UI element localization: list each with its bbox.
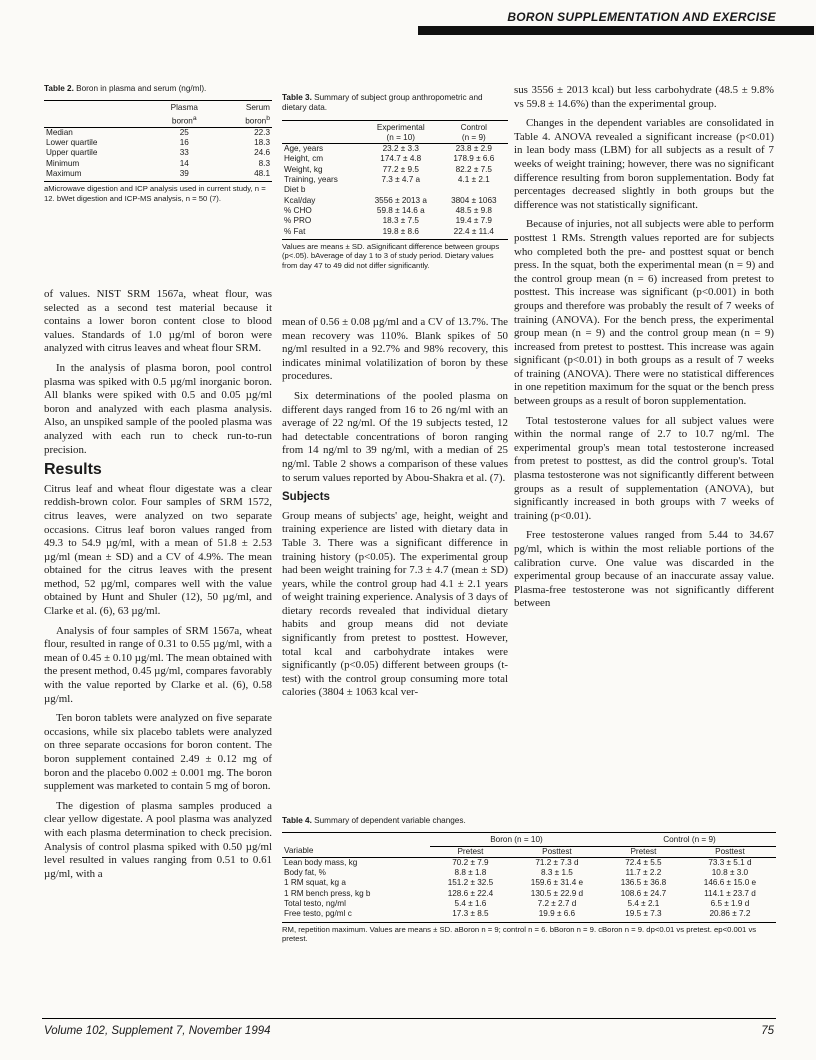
row-label: Total testo, ng/ml xyxy=(284,899,346,909)
table-cell: 24.6 xyxy=(254,148,270,158)
table-cell: 5.4 ± 2.1 xyxy=(627,899,660,909)
table-row xyxy=(282,175,508,185)
table-cell: 19.4 ± 7.9 xyxy=(455,216,492,226)
footer-journal: Volume 102, Supplement 7, November 1994 xyxy=(44,1025,271,1037)
table-cell: 146.6 ± 15.0 e xyxy=(703,878,757,888)
table-4: Table 4. Summary of dependent variable changes. Boron (n = 10) Control (n = 9) Variable Pretest Posttest Pretest Posttest Lean body mass, kg 70.2 ± 7.9 71.2 ± 7.3 d 72.4 ± 5.5 73.3 ± 5.1 d Body fat, % 8.8 ± 1.8 8.3 ± 1.5 11.7 ± 2.2 10.8 ± 3.0 1 RM squat, kg a 151.2 ± 32.5 159.6 ± 31.4 e 136.5 ± 36.8 146.6 ± 15.0 e 1 RM bench press, kg b 128.6 ± 22.4 130.5 ± 22.9 d 108.6 ± 24.7 114.1 ± 23.7 d Total testo, ng/ml 5.4 ± 1.6 7.2 ± 2.7 d 5.4 ± 2.1 6.5 ± 1.9 d Free testo, pg/ml c 17.3 ± 8.5 19.9 ± 6.6 19.5 ± 7.3 20.86 ± 7.2 RM, repetition maximum. Values are means ± SD. aBoron n = 9; control n = 6. bBoron n = 9. cBoron n = 9. dp<0.01 vs pretest. ep<0.001 vs pretest. xyxy=(282,816,776,943)
text-column-2 xyxy=(282,316,508,706)
table-cell: 8.3 xyxy=(258,158,270,168)
table-cell: 17.3 ± 8.5 xyxy=(452,909,489,919)
paragraph: In the analysis of plasma boron, pool control plasma was spiked with 0.5 µg/ml inorganic boron. All blanks were spiked with 0.5 and 0.05 µg/ml boron and analyzed with each plasma analysis. Also, an unspiked sample of the pooled plasma was analyzed with each run to check run-to-run precision. xyxy=(44,361,272,456)
table-2-caption: Table 2. Boron in plasma and serum (ng/ml). xyxy=(44,84,207,93)
t2-col1-top: Plasma xyxy=(170,103,198,113)
table-cell: 73.3 ± 5.1 d xyxy=(708,857,752,867)
paragraph: mean of 0.56 ± 0.08 µg/ml and a CV of 13.7%. The mean recovery was 110%. Blank spikes of 50 ng/ml resulted in a 92.7% and 98% recovery, this indicates minimal volatilization of boron by these procedures. xyxy=(282,316,508,383)
table-2: Table 2. Boron in plasma and serum (ng/ml). Plasma Serum boron$^a$ boron$^b$ Median 25 22.3 Lower quartile 16 18.3 Upper quartile 33 24.6 Minimum 14 8.3 Maximum 39 48.1 aMicrowave digestion and ICP analysis used in current study, n = 12. bWet digestion and ICP-MS analysis, n = 50 (7). xyxy=(44,84,270,203)
table-cell: 77.2 ± 9.5 xyxy=(382,164,419,174)
table-row xyxy=(44,148,272,158)
table-2-footnote: aMicrowave digestion and ICP analysis used in current study, n = 12. bWet digestion and ICP-MS analysis, n = 50 (7). xyxy=(44,181,272,203)
header-rule xyxy=(418,26,814,35)
table-row xyxy=(44,169,272,179)
table-cell: 128.6 ± 22.4 xyxy=(447,888,494,898)
table-cell: 8.8 ± 1.8 xyxy=(454,868,487,878)
paragraph: Free testosterone values ranged from 5.44 to 34.67 pg/ml, which is within the most reliable portions of the calibration curve. One value was discarded in the experimental group because of an inaccurate assay value. Plasma-free testosterone was not significantly different between xyxy=(514,529,774,610)
table-cell: 7.2 ± 2.7 d xyxy=(537,899,577,909)
table-cell: 178.9 ± 6.6 xyxy=(453,154,495,164)
table-cell: 114.1 ± 23.7 d xyxy=(704,888,756,898)
table-row xyxy=(282,185,508,195)
table-row xyxy=(44,159,272,169)
table-cell xyxy=(440,185,508,195)
table-cell: 7.3 ± 4.7 a xyxy=(381,175,421,185)
table-cell: 48.1 xyxy=(254,168,270,178)
table-4-footnote: RM, repetition maximum. Values are means ± SD. aBoron n = 9; control n = 6. bBoron n = 9. cBoron n = 9. dp<0.01 vs pretest. ep<0.001 vs pretest. xyxy=(282,922,776,944)
paragraph: Changes in the dependent variables are consolidated in Table 4. ANOVA revealed a significant increase (p<0.01) in lean body mass (LBM) for all subjects as a result of 7 weeks of weight training; however, there was no significant difference resulting from boron supplementation. Body fat percentages decreased slightly in both groups but the difference was not statistically significant. xyxy=(514,117,774,211)
paragraph: The digestion of plasma samples produced a clear yellow digestate. A pool plasma was analyzed with each plasma determination to check precision. Analysis of control plasma spiked with 0.50 µg/ml level resulted in values ranging from 0.51 to 0.61 µg/ml, with a xyxy=(44,799,272,880)
table-cell: 10.8 ± 3.0 xyxy=(711,868,749,878)
table-cell: 18.3 ± 7.5 xyxy=(382,216,419,226)
t4-group-boron: Boron (n = 10) xyxy=(430,833,603,846)
table-row xyxy=(282,154,508,164)
paragraph: Analysis of four samples of SRM 1567a, wheat flour, resulted in range of 0.31 to 0.55 µg/ml, with a mean of 0.45 ± 0.10 µg/ml. The mean obtained with the present method, 0.45 µg/ml, compares favorably with the value reported by Clarke et al. (6), 0.58 µg/ml. xyxy=(44,624,272,705)
page-number: 75 xyxy=(761,1025,774,1037)
table-3: Table 3. Summary of subject group anthropometric and dietary data. Experimental Control (n = 10) (n = 9) Age, years 23.2 ± 3.3 23.8 ± 2.9 Height, cm 174.7 ± 4.8 178.9 ± 6.6 Weight, kg 77.2 ± 9.5 82.2 ± 7.5 Training, years 7.3 ± 4.7 a 4.1 ± 2.1 Diet b Kcal/day 3556 ± 2013 a 3804 ± 1063 % CHO 59.8 ± 14.6 a 48.5 ± 9.8 % PRO 18.3 ± 7.5 19.4 ± 7.9 % Fat 19.8 ± 8.6 22.4 ± 11.4 Values are means ± SD. aSignificant difference between groups (p<.05). bAverage of day 1 to 3 of study period. Dietary values from day 47 to 49 did not differ significantly. xyxy=(282,93,508,270)
section-heading-subjects: Subjects xyxy=(282,491,330,504)
table-cell: 130.5 ± 22.9 d xyxy=(530,888,584,898)
table-row xyxy=(282,857,776,868)
text-column-1 xyxy=(44,288,272,887)
row-label: Kcal/day xyxy=(284,195,316,205)
row-label: Height, cm xyxy=(284,154,324,164)
table-cell: 19.5 ± 7.3 xyxy=(625,909,662,919)
table-cell: 23.2 ± 3.3 xyxy=(382,144,419,154)
table-3-caption: Table 3. Summary of subject group anthropometric and dietary data. xyxy=(282,93,483,113)
table-4-caption: Table 4. Summary of dependent variable changes. xyxy=(282,816,466,825)
table-row xyxy=(282,165,508,175)
table-cell: 23.8 ± 2.9 xyxy=(455,144,492,154)
table-cell: 25 xyxy=(179,127,189,137)
table-row xyxy=(282,227,508,237)
table-cell: 48.5 ± 9.8 xyxy=(455,205,492,215)
table-row xyxy=(282,216,508,226)
table-cell: 4.1 ± 2.1 xyxy=(457,175,490,185)
paragraph: Group means of subjects' age, height, weight and training experience are listed with dietary data in Table 3. There was a significant difference in training history (p<0.05). The experimental group had been weight training for 7.3 ± 4.7 (mean ± SD) years, while the control group had 4.1 ± 2.1 years of weight training experience. Analysis of 3 days of dietary records revealed that individual dietary habits and group means did not deviate significantly from pretest to posttest. However, total kcal and carbohydrate intakes were significantly (p<0.05) different between groups (t-test) with the control group consuming more total calories (3804 ± 1063 kcal ver- xyxy=(282,509,508,699)
table-cell: 22.3 xyxy=(254,127,270,137)
row-label: Upper quartile xyxy=(46,148,98,158)
table-row xyxy=(282,206,508,216)
row-label: Median xyxy=(46,127,73,137)
table-cell: 82.2 ± 7.5 xyxy=(455,164,492,174)
table-cell: 159.6 ± 31.4 e xyxy=(530,878,584,888)
row-label: 1 RM squat, kg a xyxy=(284,878,346,888)
footer-rule xyxy=(42,1018,776,1019)
table-row xyxy=(44,138,272,148)
table-cell: 18.3 xyxy=(254,137,270,147)
table-row xyxy=(282,144,508,155)
table-row xyxy=(282,878,776,888)
table-cell: 19.9 ± 6.6 xyxy=(538,909,576,919)
table-cell: 11.7 ± 2.2 xyxy=(625,868,662,878)
paragraph: Because of injuries, not all subjects were able to perform posttest 1 RMs. Strength values reported are for subjects who completed both the pre- and posttest squat or bench press. In the squat, both the experimental mean (n = 9) and the control group mean (n = 6) increased from pretest to posttest. This increase was significant (p<0.001) in both groups and therefore was probably the result of 7 weeks of training (ANOVA). For the bench press, the experimental group mean (n = 9) and the control group mean (n = 9) increased from pretest to posttest. This increase was again significant (p<0.01) in both groups as a result of 7 weeks of training (ANOVA). There were no statistical differences in one repetition maximum for the squat or the bench press between groups as a result of boron supplementation. xyxy=(514,218,774,408)
table-cell: 3804 ± 1063 xyxy=(451,195,497,205)
paragraph: Six determinations of the pooled plasma on different days ranged from 16 to 26 ng/ml with an average of 22 ng/ml. Of the 19 subjects tested, 12 had detectable concentrations of boron ranging from 14 ng/ml to 39 ng/ml, with a median of 25 ng/ml. Table 2 shows a comparison of these values to serum values reported by Abou-Shakra et al. (7). xyxy=(282,389,508,484)
table-cell: 5.4 ± 1.6 xyxy=(454,899,487,909)
row-label: Body fat, % xyxy=(284,868,326,878)
section-heading-results: Results xyxy=(44,461,102,479)
paragraph: Ten boron tablets were analyzed on five separate occasions, while six placebo tablets were analyzed on three separate occasions for boron content. The boron supplement contained 2.49 ± 0.12 mg of boron and the placebo 0.002 ± 0.001 mg. The boron supplement was marketed to contain 5 mg of boron. xyxy=(44,712,272,793)
table-row xyxy=(282,899,776,909)
table-cell: 70.2 ± 7.9 xyxy=(452,857,489,867)
row-label: Diet b xyxy=(284,185,306,195)
t4-group-control: Control (n = 9) xyxy=(603,833,776,846)
table-row xyxy=(44,127,272,138)
paragraph: of values. NIST SRM 1567a, wheat flour, was selected as a second test material because it contains a lower boron content close to blood values. Standards of 1.0 µg/ml of boron were analyzed with citrus leaves and wheat flour SRM. xyxy=(44,288,272,355)
text-column-3 xyxy=(514,84,774,617)
row-label: % PRO xyxy=(284,216,312,226)
table-cell: 16 xyxy=(179,137,189,147)
row-label: Minimum xyxy=(46,158,80,168)
table-cell: 71.2 ± 7.3 d xyxy=(535,857,579,867)
table-cell: 33 xyxy=(179,148,189,158)
table-cell: 59.8 ± 14.6 a xyxy=(376,205,425,215)
row-label: Lower quartile xyxy=(46,137,98,147)
table-cell: 174.7 ± 4.8 xyxy=(380,154,422,164)
row-label: Weight, kg xyxy=(284,164,323,174)
table-cell xyxy=(362,185,440,195)
table-cell: 136.5 ± 36.8 xyxy=(620,878,667,888)
table-row xyxy=(282,909,776,919)
running-header: BORON SUPPLEMENTATION AND EXERCISE xyxy=(507,10,776,24)
row-label: Training, years xyxy=(284,175,338,185)
row-label: % Fat xyxy=(284,226,306,236)
table-row xyxy=(282,196,508,206)
table-row xyxy=(282,889,776,899)
table-cell: 108.6 ± 24.7 xyxy=(620,888,667,898)
paragraph: sus 3556 ± 2013 kcal) but less carbohydrate (48.5 ± 9.8% vs 59.8 ± 14.6%) than the experimental group. xyxy=(514,84,774,110)
row-label: Lean body mass, kg xyxy=(284,857,358,867)
row-label: 1 RM bench press, kg b xyxy=(284,888,371,898)
table-cell: 22.4 ± 11.4 xyxy=(453,226,494,236)
table-cell: 3556 ± 2013 a xyxy=(374,195,427,205)
row-label: Age, years xyxy=(284,144,324,154)
row-label: % CHO xyxy=(284,205,312,215)
table-cell: 14 xyxy=(179,158,189,168)
paragraph: Total testosterone values for all subject values were within the normal range of 2.7 to 10.7 ng/ml. The experimental group's mean total testosterone increased from pretest to posttest, as did the control group's. Total plasma testosterone was not significantly different between groups as a result of supplementation (ANOVA), but significantly increased in both groups with 7 weeks of training (p<0.01). xyxy=(514,414,774,522)
row-label: Maximum xyxy=(46,168,82,178)
row-label: Free testo, pg/ml c xyxy=(284,909,352,919)
table-cell: 19.8 ± 8.6 xyxy=(382,226,419,236)
table-row xyxy=(282,868,776,878)
table-cell: 6.5 ± 1.9 d xyxy=(710,899,750,909)
table-cell: 151.2 ± 32.5 xyxy=(447,878,494,888)
table-cell: 72.4 ± 5.5 xyxy=(625,857,662,867)
table-cell: 39 xyxy=(179,168,189,178)
table-cell: 20.86 ± 7.2 xyxy=(709,909,751,919)
t2-col2-top: Serum xyxy=(245,103,270,113)
table-cell: 8.3 ± 1.5 xyxy=(541,868,573,878)
table-3-footnote: Values are means ± SD. aSignificant difference between groups (p<.05). bAverage of day 1 to 3 of study period. Dietary values from day 47 to 49 did not differ significantly. xyxy=(282,239,508,270)
paragraph: Citrus leaf and wheat flour digestate was a clear reddish-brown color. Four samples of SRM 1572, citrus leaves, were analyzed on two separate occasions. Citrus leaf boron values ranged from 49.3 to 54.9 µg/ml, with a mean of 51.8 ± 2.53 µg/ml (mean ± SD) and a CV of 4.9%. The mean obtained for the citrus leaves with the present method, 52 µg/ml, compares well with the value obtained by Hunt and Shuler (12), 50 µg/ml, and Clarke et al. (6), 63 µg/ml. xyxy=(44,482,272,618)
